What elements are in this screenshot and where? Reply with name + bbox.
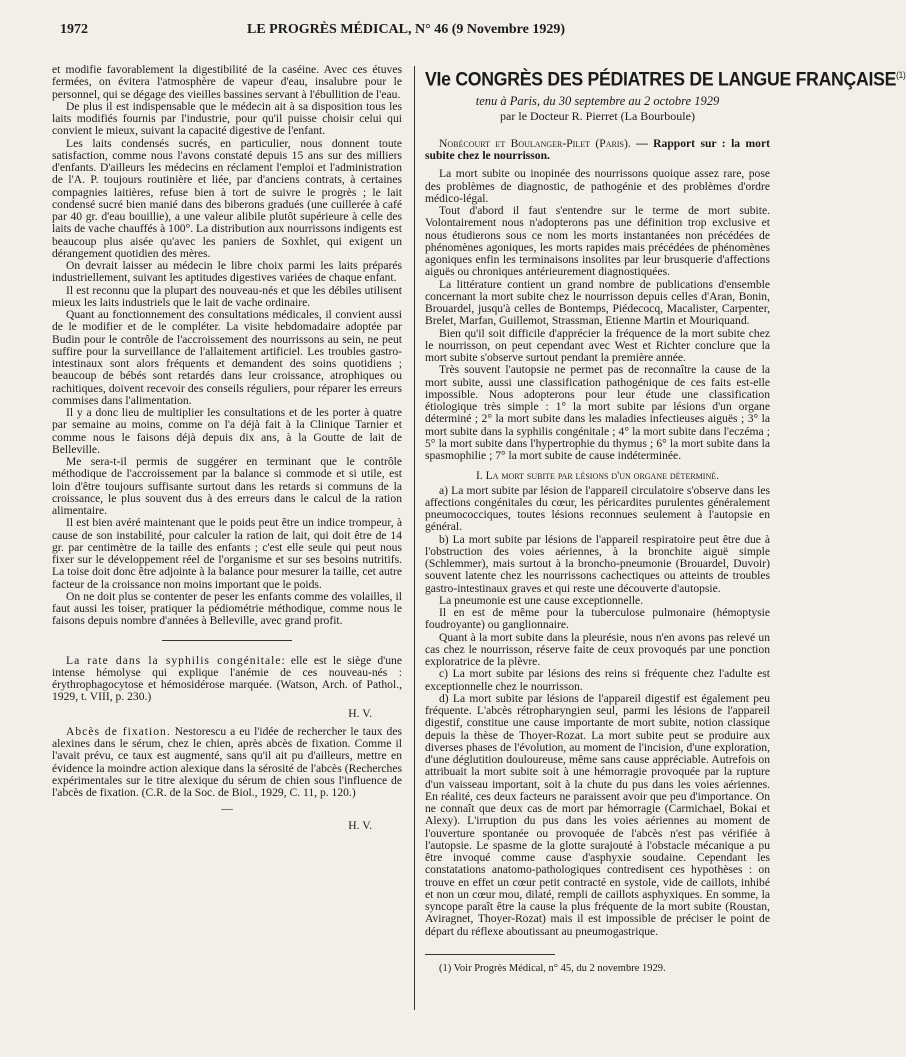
news-note-title: La rate dans la syphilis congénitale	[66, 653, 282, 667]
article-title: VIe CONGRÈS DES PÉDIATRES DE LANGUE FRANÇAISE$^{(1)}$	[425, 69, 906, 91]
paragraph: Tout d'abord il faut s'entendre sur le terme de mort subite. Volontairement nous n'adopterons pas une définition trop exclusive et nous étudierons sous ce nom les morts instantanées non précédées de phénomènes agoniques, les morts rapides mais précédées de phénomènes agoniques enfin les terminaisons insolites par leur brusquerie d'affections aiguës ou chroniques antérieurement diagnostiquées.	[425, 204, 770, 279]
report-title: — Rapport sur : la mort subite chez le nourrisson.	[425, 136, 770, 163]
report-heading	[425, 138, 770, 163]
footnote: (1) Voir Progrès Médical, n° 45, du 2 novembre 1929.	[439, 962, 666, 974]
paragraph: La pneumonie est une cause exceptionnelle.	[439, 593, 644, 607]
article-subtitle: tenu à Paris, du 30 septembre au 2 octobre 1929	[475, 94, 720, 109]
paragraph: Les laits condensés sucrés, en particulier, nous donnent toute satisfaction, comme nous l'avons constaté depuis 15 ans sur des milliers d'enfants. D'ailleurs les médecins en réclament l'emploi et l'administration de l'A. P. toujours routinière et liée, par d'anciens contrats, à certaines compagnies laitières, refuse bien à tort de suivre le progrès ; le lait condensé sucré bien manié dans des biberons gradués (une cuillerée à café par 40 gr. d'eau bouillie), a une valeur alibile plutôt supérieure à celle des laits de vache chauffés à 100°. La distribution aux nourrissons indigents est beaucoup plus aisée qu'avec les paniers de Soxhlet, qui exigent un dérangement quotidien des mères.	[52, 136, 402, 260]
paragraph: Il y a donc lieu de multiplier les consultations et de les porter à quatre par semaine au moins, comme on l'a déjà fait à la Clinique Tarnier et comme nous le faisons déjà depuis dix ans, à la Goutte de lait de Belleville.	[52, 406, 402, 456]
footnote-rule	[425, 954, 555, 955]
paragraph: b) La mort subite par lésions de l'appareil respiratoire peut être due à l'obstruction des voies aériennes, à la bronchite aiguë simple (Schlemmer), mais surtout à la broncho-pneumonie (Brouardel, Duvoir) souvent latente chez les nourrissons cachectiques ou atteints de troubles gastro-intestinaux graves et qui reste une découverte d'autopsie.	[425, 532, 770, 595]
paragraph: Bien qu'il soit difficile d'apprécier la fréquence de la mort subite chez le nourrisson, on peut cependant avec West et Richter conclure que la mort subite s'observe surtout pendant la première année.	[425, 326, 770, 365]
paragraph: Il est bien avéré maintenant que le poids peut être un indice trompeur, à cause de son instabilité, pour calculer la ration de lait, qui doit être de 14 gr. par centimètre de la taille des enfants ; c'est elle seule qui peut nous fixer sur le développement réel de l'organisme et sur ses besoins nutritifs. La toise doit donc être adjointe à la balance pour mesurer la taille, cet autre facteur de la croissance non moins important que le poids.	[52, 516, 402, 591]
paragraph: La littérature contient un grand nombre de publications d'ensemble concernant la mort subite chez le nourrisson depuis celles d'Aran, Bonin, Brouardel, jusqu'à celles de Bontemps, Piédecocq, Macalister, Carpenter, Brelet, Marfan, Guillemot, Strassman, Etienne Martin et Mouriquand.	[425, 277, 770, 328]
note-signature: H. V.	[348, 706, 372, 720]
paragraph: Très souvent l'autopsie ne permet pas de reconnaître la cause de la mort subite, aussi une classification pathogénique de ces faits est-elle impossible. Nous adopterons pour leur étude une classification étiologique très simple : 1° la mort subite par lésions d'un organe déterminé ; 2° la mort subite dans les maladies infectieuses aiguës ; 3° la mort subite dans la syphilis congénitale ; 4° la mort subite dans l'eczéma ; 5° la mort subite dans l'hypertrophie du thymus ; 6° la mort subite dans la spasmophilie ; 7° la mort subite de cause indéterminée.	[425, 363, 770, 463]
left-column	[52, 64, 402, 834]
news-note-body: : elle est le siège d'une intense hémolyse qui explique l'anémie de ces nouveau-nés : érythrophagocytose et hémosidérose marquée. (Watson, Arch. of Pathol., 1929, t. VIII, p. 230.)	[52, 653, 402, 704]
paragraph: Il est reconnu que la plupart des nouveau-nés et que les débiles utilisent mieux les laits industriels que le lait de vache ordinaire.	[52, 283, 402, 309]
news-note	[52, 655, 402, 704]
paragraph: c) La mort subite par lésions des reins si fréquente chez l'adulte est exceptionnelle chez le nourrisson.	[425, 667, 770, 693]
page-number: 1972	[60, 22, 88, 37]
paragraph: On ne doit plus se contenter de peser les enfants comme des volailles, il faut aussi les toiser, pratiquer la pédiométrie méthodique, comme nous le faisons depuis nombre d'années à Belleville, avec grand profit.	[52, 589, 402, 628]
column-rule	[414, 66, 415, 1010]
paragraph: De plus il est indispensable que le médecin ait à sa disposition tous les laits modifiés fournis par l'industrie, pour qu'il puisse choisir celui qui convient le mieux, suivant la capacité digestive de l'enfant.	[52, 99, 402, 138]
running-header	[48, 22, 764, 42]
paragraph: d) La mort subite par lésions de l'appareil digestif est également peu fréquente. L'abcès rétropharyngien seul, parmi les lésions de l'appareil digestif, constitue une cause importante de mort subite, notion classique depuis la thèse de Thoyer-Rozat. La mort subite peut se produire aux diverses phases de l'évolution, au moment de l'incision, d'une exploration, d'une déglutition douloureuse, même sans cause appréciable. Autrefois on attribuait la mort subite soit à une hémorragie provoquée par la rupture d'un vaisseau important, soit à la chute du pus dans les voies aériennes. En réalité, ces deux facteurs ne paraissent avoir que peu d'importance. On ne connaît que deux cas de mort par hémorragie (Carmichael, Bokai et Alexy). L'irruption du pus dans les voies aériennes au moment de l'ouverture spontanée ou provoquée de l'abcès n'est pas vérifiée à l'autopsie. Le spasme de la glotte surajouté à l'obstacle mécanique a pu être invoqué comme cause d'asphyxie soudaine. Cependant les constatations anatomo-pathologiques contredisent ces hypothèses : on trouve en effet un cœur petit contracté en systole, vide de caillots, inhibé et non un cœur mou, dilaté, rempli de caillots asphyxiques. En somme, la syncope paraît être la cause la plus fréquente de la mort subite (Roustan, Aviragnet, Thoyer-Rozat) mais il est impossible de préciser le point de départ du réflexe aboutissant au pneumogastrique.	[425, 691, 770, 938]
dash-mark: —	[221, 802, 233, 816]
paragraph: Me sera-t-il permis de suggérer en terminant que le contrôle méthodique de l'accroissement par la balance si commode et si utile, est loin d'être toujours suffisante surtout dans les retards si communs de la croissance, le plus souvent dus à des erreurs dans le calcul de la ration alimentaire.	[52, 455, 402, 517]
title-footnote-mark: (1)	[896, 70, 906, 80]
section-separator	[162, 640, 292, 641]
report-authors: Nobécourt et Boulanger-Pilet (Paris).	[439, 136, 631, 150]
note-signature: H. V.	[348, 818, 372, 832]
paragraph: et modifie favorablement la digestibilité de la caséine. Avec ces étuves fermées, on évitera l'atmosphère de vapeur d'eau, insalubre pour le personnel, qui se dégage des vieilles bassines servant à l'ébullition de l'eau.	[52, 63, 402, 101]
running-title: LE PROGRÈS MÉDICAL, N° 46 (9 Novembre 1929)	[246, 22, 565, 37]
paragraph: Quant à la mort subite dans la pleurésie, nous n'en avons pas relevé un cas chez le nourrisson, réserve faite de ceux provoqués par une ponction exploratrice de la plèvre.	[425, 630, 770, 669]
news-note-title: Abcès de fixation.	[66, 724, 171, 738]
news-note-body: Nestorescu a eu l'idée de rechercher le taux des alexines dans le sérum, chez le chien, après abcès de fixation. Comme il l'avait prévu, ce taux est augmenté, sans qu'il ait pu d'ailleurs, mettre en évidence la moindre action alexique dans la sérosité de l'abcès (Recherches expérimentales sur le titre alexique du sérum de chien sous l'influence de l'abcès de fixation. (C.R. de la Soc. de Biol., 1929, C. 11, p. 120.)	[52, 724, 402, 799]
article-author: par le Docteur R. Pierret (La Bourboule)	[500, 108, 695, 123]
paragraph: On devrait laisser au médecin le libre choix parmi les laits préparés industriellement, suivant les aptitudes digestives variées de chaque enfant.	[52, 259, 402, 285]
right-column	[425, 64, 906, 975]
paragraph: Quant au fonctionnement des consultations médicales, il convient aussi de le modifier et de le compléter. La visite hebdomadaire adoptée par Budin pour le contrôle de l'accroissement des nourrissons au sein, ne peut suffire pour la surveillance de l'allaitement artificiel. Les troubles gastro-intestinaux sont alors fréquents et demandent des soins quotidiens ; beaucoup de bébés sont retardés dans leur croissance, atrophiques ou rachitiques, doivent recevoir des conseils réguliers, pour réparer les erreurs commises dans l'alimentation.	[52, 308, 402, 407]
news-note	[52, 726, 402, 800]
paragraph: La mort subite ou inopinée des nourrissons quoique assez rare, pose des problèmes de diagnostic, de pathogénie et des problèmes d'ordre médico-légal.	[425, 167, 770, 205]
section-heading: I. La mort subite par lésions d'un organe déterminé.	[475, 469, 720, 483]
paragraph: Il en est de même pour la tuberculose pulmonaire (hémoptysie foudroyante) ou ganglionnaire.	[425, 606, 770, 632]
paragraph: a) La mort subite par lésion de l'appareil circulatoire s'observe dans les affections congénitales du cœur, les péricardites purulentes généralement pneumococciques, toutes lésions reconnues seulement à l'autopsie en général.	[425, 483, 770, 534]
